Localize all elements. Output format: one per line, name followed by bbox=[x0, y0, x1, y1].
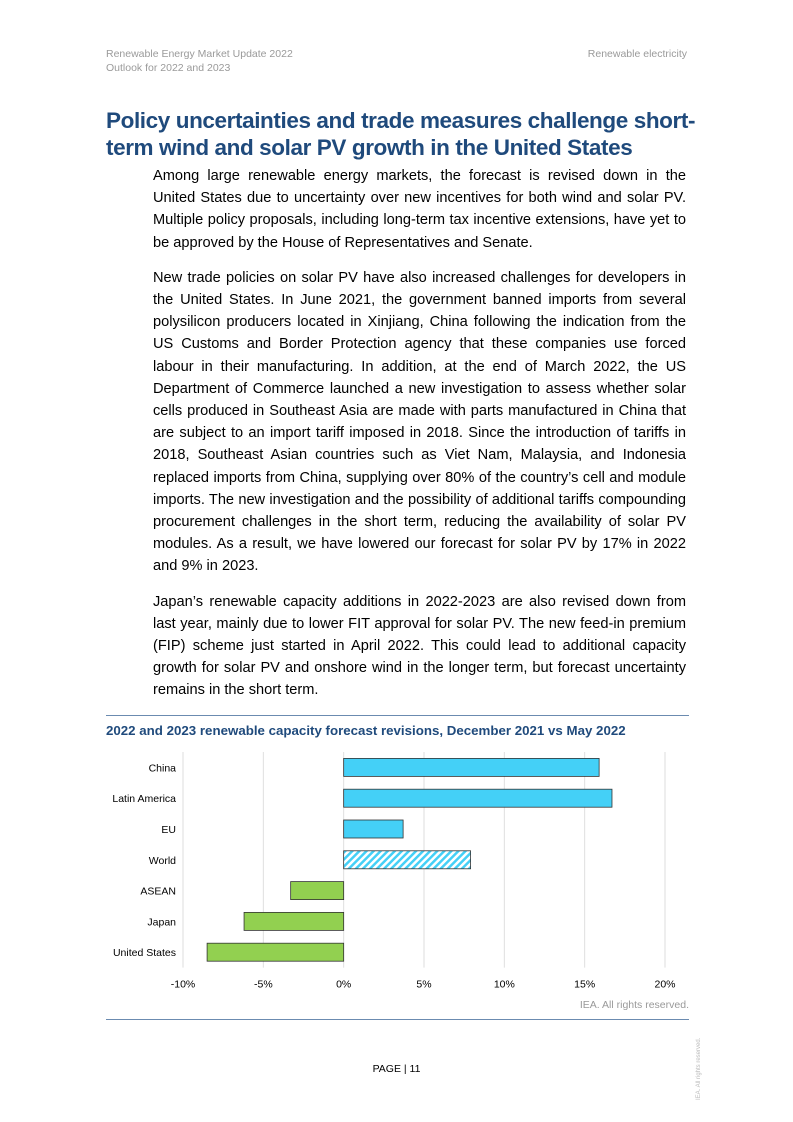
bar-united-states bbox=[207, 943, 344, 961]
running-header-left bbox=[106, 47, 293, 75]
bar-china bbox=[344, 758, 599, 776]
bar-world bbox=[344, 850, 471, 868]
page-number: PAGE | 11 bbox=[372, 1063, 421, 1075]
x-tick-label: 15% bbox=[574, 978, 596, 991]
chart-title: 2022 and 2023 renewable capacity forecast revisions, December 2021 vs May 2022 bbox=[106, 722, 626, 738]
chart-credit: IEA. All rights reserved. bbox=[579, 998, 689, 1011]
category-label: World bbox=[148, 854, 176, 867]
chart-bottom-rule bbox=[106, 1019, 689, 1020]
category-label: China bbox=[148, 762, 176, 775]
category-label: ASEAN bbox=[140, 885, 176, 898]
x-tick-label: 5% bbox=[416, 978, 432, 991]
x-tick-label: 0% bbox=[336, 978, 352, 991]
section-name: Renewable electricity bbox=[587, 48, 687, 60]
chart-top-rule bbox=[106, 715, 689, 716]
paragraph-1: Among large renewable energy markets, the forecast is revised down in the United States due to uncertainty over new incentives for both wind and solar PV. Multiple policy proposals, including long-term tax incentive extensions, have yet to be approved by the House of Representatives and Senate. bbox=[153, 168, 686, 251]
x-tick-label: -5% bbox=[253, 978, 273, 991]
section-heading: Policy uncertainties and trade measures challenge short-term wind and solar PV growth in the United States bbox=[106, 108, 696, 160]
x-tick-label: -10% bbox=[170, 978, 196, 991]
report-subtitle: Outlook for 2022 and 2023 bbox=[106, 62, 231, 74]
bar-japan bbox=[244, 912, 344, 930]
bar-asean bbox=[291, 881, 344, 899]
bar-chart bbox=[0, 742, 793, 1002]
category-label: EU bbox=[161, 823, 176, 836]
paragraph-3: Japan’s renewable capacity additions in 2022-2023 are also revised down from last year, mainly due to lower FIT approval for solar PV. The new feed-in premium (FIP) scheme just started in April 2022. This could lead to additional capacity growth for solar PV and onshore wind in the longer term, but forecast uncertainty remains in the short term. bbox=[153, 593, 686, 699]
x-tick-label: 10% bbox=[493, 978, 515, 991]
category-label: United States bbox=[112, 946, 176, 959]
bar-eu bbox=[344, 820, 403, 838]
category-label: Latin America bbox=[112, 792, 176, 805]
chart-area bbox=[106, 742, 689, 1002]
page-content bbox=[106, 107, 696, 1020]
category-label: Japan bbox=[147, 916, 176, 929]
report-title: Renewable Energy Market Update 2022 bbox=[106, 48, 293, 60]
side-copyright: IEA. All rights reserved. bbox=[696, 1037, 702, 1100]
bar-latin-america bbox=[344, 789, 612, 807]
paragraph-2: New trade policies on solar PV have also increased challenges for developers in the United States. In June 2021, the government banned imports from several polysilicon producers located in Xinjiang, China following the indication from the US Customs and Border Protection agency that these companies use forced labour in their manufacturing. In addition, at the end of March 2022, the US Department of Commerce launched a new investigation to assess whether solar cells produced in Southeast Asia are made with parts manufactured in China that are subject to an import tariff imposed in 2018. Since the introduction of tariffs in 2018, Southeast Asian countries such as Viet Nam, Malaysia, and Indonesia replaced imports from China, supplying over 80% of the country’s cell and module imports. The new investigation and the possibility of additional tariffs compounding procurement challenges in the short term, reducing the availability of solar PV modules. As a result, we have lowered our forecast for solar PV by 17% in 2022 and 9% in 2023. bbox=[153, 269, 686, 575]
x-tick-label: 20% bbox=[654, 978, 676, 991]
